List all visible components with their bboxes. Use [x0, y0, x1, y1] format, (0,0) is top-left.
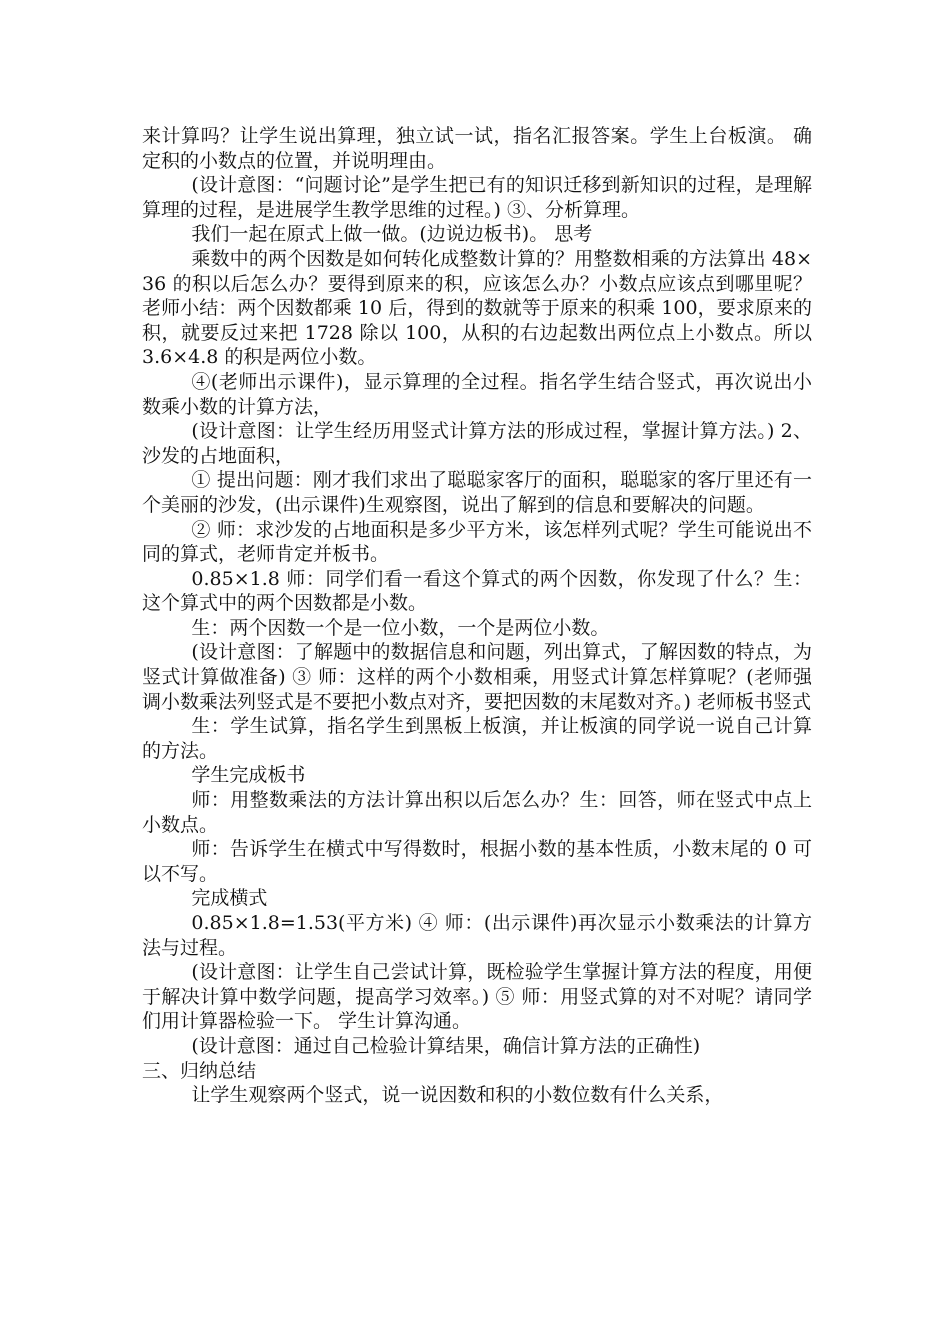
paragraph-4: 乘数中的两个因数是如何转化成整数计算的？用整数相乘的方法算出 48×36 的积以后怎么办？要得到原来的积，应该怎么办？小数点应该点到哪里呢？老师小结：两个因数都乘 10 后，得到的数就等于原来的积乘 100，要求原来的积，就要反过来把 1728 除以 100，从积的右边起数出两位点上小数点。所以 3.6×4.8 的积是两位小数。 [142, 247, 812, 369]
paragraph-16: 完成横式 [191, 887, 268, 910]
paragraph-13: 学生完成板书 [191, 764, 306, 787]
paragraph-21: 让学生观察两个竖式，说一说因数和积的小数位数有什么关系， [191, 1084, 724, 1107]
paragraph-9: 0.85×1.8 师：同学们看一看这个算式的两个因数，你发现了什么？生：这个算式中的两个因数都是小数。 [142, 567, 812, 615]
paragraph-5: ④(老师出示课件)，显示算理的全过程。指名学生结合竖式，再次说出小数乘小数的计算方法， [142, 370, 812, 418]
paragraph-6: (设计意图：让学生经历用竖式计算方法的形成过程，掌握计算方法。) 2、沙发的占地面积， [142, 420, 812, 467]
paragraph-1: 来计算吗？让学生说出算理，独立试一试，指名汇报答案。学生上台板演。 确定积的小数点的位置，并说明理由。 [142, 125, 812, 172]
paragraph-15: 师：告诉学生在横式中写得数时，根据小数的基本性质，小数末尾的 0 可以不写。 [142, 838, 812, 885]
paragraph-19: (设计意图：通过自己检验计算结果，确信计算方法的正确性) [191, 1034, 701, 1057]
paragraph-11: (设计意图：了解题中的数据信息和问题，列出算式，了解因数的特点，为竖式计算做准备) ③ 师：这样的两个小数相乘，用竖式计算怎样算呢？(老师强调小数乘法列竖式是不要把小数点对齐，要把因数的末尾数对齐。) 老师板书竖式 [142, 641, 812, 713]
paragraph-14: 师：用整数乘法的方法计算出积以后怎么办？生：回答，师在竖式中点上小数点。 [142, 789, 812, 836]
document-body [142, 124, 812, 1108]
paragraph-17: 0.85×1.8=1.53(平方米) ④ 师：(出示课件)再次显示小数乘法的计算方法与过程。 [142, 912, 812, 959]
paragraph-10: 生：两个因数一个是一位小数，一个是两位小数。 [191, 616, 610, 639]
paragraph-3: 我们一起在原式上做一做。(边说边板书)。 思考 [191, 223, 593, 246]
paragraph-8: ② 师：求沙发的占地面积是多少平方米，该怎样列式呢？学生可能说出不同的算式，老师肯定并板书。 [142, 518, 812, 566]
paragraph-7: ① 提出问题：刚才我们求出了聪聪家客厅的面积，聪聪家的客厅里还有一个美丽的沙发，(出示课件)生观察图，说出了解到的信息和要解决的问题。 [142, 469, 812, 516]
paragraph-2: (设计意图：“问题讨论”是学生把已有的知识迁移到新知识的过程，是理解算理的过程，是进展学生教学思维的过程。) ③、分析算理。 [142, 174, 812, 221]
section-heading: 三、归纳总结 [142, 1059, 257, 1082]
paragraph-18: (设计意图：让学生自己尝试计算，既检验学生掌握计算方法的程度，用便于解决计算中数学问题，提高学习效率。) ⑤ 师：用竖式算的对不对呢？请同学们用计算器检验一下。 学生计算沟通。 [142, 961, 812, 1033]
paragraph-12: 生：学生试算，指名学生到黑板上板演，并让板演的同学说一说自己计算的方法。 [142, 715, 812, 762]
